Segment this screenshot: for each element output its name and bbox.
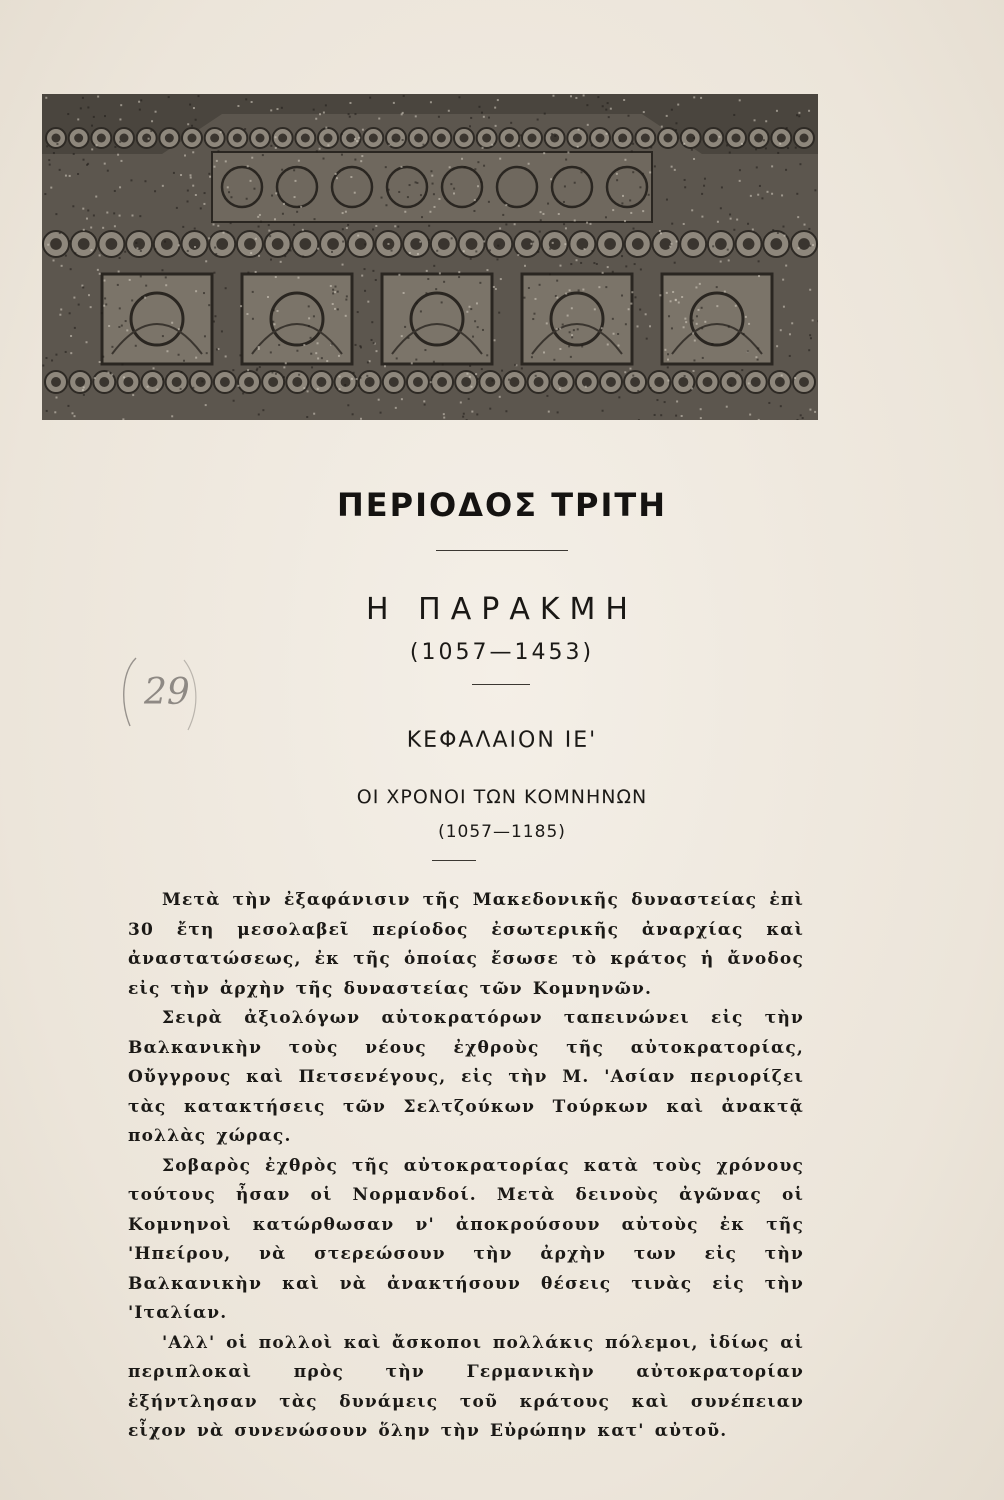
divider-rule [472, 684, 530, 685]
annotation-number: 29 [144, 672, 190, 713]
divider-rule [436, 550, 568, 551]
chapter-subtitle: ΟΙ ΧΡΟΝΟΙ ΤΩΝ ΚΟΜΝΗΝΩΝ [356, 786, 648, 808]
paragraph: Σειρὰ ἀξιολόγων αὐτοκρατόρων ταπεινώνει εἰς τὴν Βαλκανικὴν τοὺς νέους ἐχθροὺς τῆς αὐτοκρατορίας, Οὔγγρους καὶ Πετσενέγους, εἰς τὴν Μ. 'Ασίαν περιορίζει τὰς κατακτήσεις τῶν Σελτζούκων Τούρκων καὶ ἀνακτᾷ πολλὰς χώρας. [128, 1008, 804, 1146]
paragraph: Μετὰ τὴν ἐξαφάνισιν τῆς Μακεδονικῆς δυναστείας ἐπὶ 30 ἔτη μεσολαβεῖ περίοδος ἐσωτερικῆς ἀναρχίας καὶ ἀναστατώσεως, ἐκ τῆς ὁποίας ἔσωσε τὸ κράτος ἡ ἄνοδος εἰς τὴν ἀρχὴν τῆς δυναστείας τῶν Κομνηνῶν. [128, 890, 804, 999]
chapter-body-text [128, 886, 804, 1447]
paragraph: Σοβαρὸς ἐχθρὸς τῆς αὐτοκρατορίας κατὰ τοὺς χρόνους τούτους ἦσαν οἱ Νορμανδοί. Μετὰ δεινοὺς ἀγῶνας οἱ Κομνηνοὶ κατώρθωσαν ν' ἀποκρούσουν αὐτοὺς ἐκ τῆς 'Ηπείρου, νὰ στερεώσουν τὴν ἀρχὴν των εἰς τὴν Βαλκανικὴν καὶ νὰ ἀνακτήσουν θέσεις τινὰς εἰς τὴν 'Ιταλίαν. [128, 1155, 804, 1323]
section-title: Η ΠΑΡΑΚΜΗ [366, 592, 638, 627]
pencil-circle-mark [118, 650, 208, 740]
ornament-pattern [42, 94, 818, 420]
part-title: ΠΕΡΙΟΔΟΣ ΤΡΙΤΗ [337, 486, 667, 524]
handwritten-page-annotation [118, 650, 208, 740]
carved-ornament-headpiece [42, 94, 818, 420]
divider-rule [432, 860, 476, 861]
section-dates: (1057—1453) [409, 640, 595, 665]
chapter-dates: (1057—1185) [438, 822, 566, 842]
chapter-heading: ΚΕΦΑΛΑΙΟΝ ΙΕ' [406, 728, 598, 753]
paragraph: 'Αλλ' οἱ πολλοὶ καὶ ἄσκοποι πολλάκις πόλεμοι, ἰδίως αἱ περιπλοκαὶ πρὸς τὴν Γερμανικὴν αὐτοκρατορίαν ἐξήντλησαν τὰς δυνάμεις τοῦ κράτους καὶ συνέπειαν εἶχον νὰ συνενώσουν ὅλην τὴν Εὐρώπην κατ' αὐτοῦ. [128, 1332, 804, 1441]
